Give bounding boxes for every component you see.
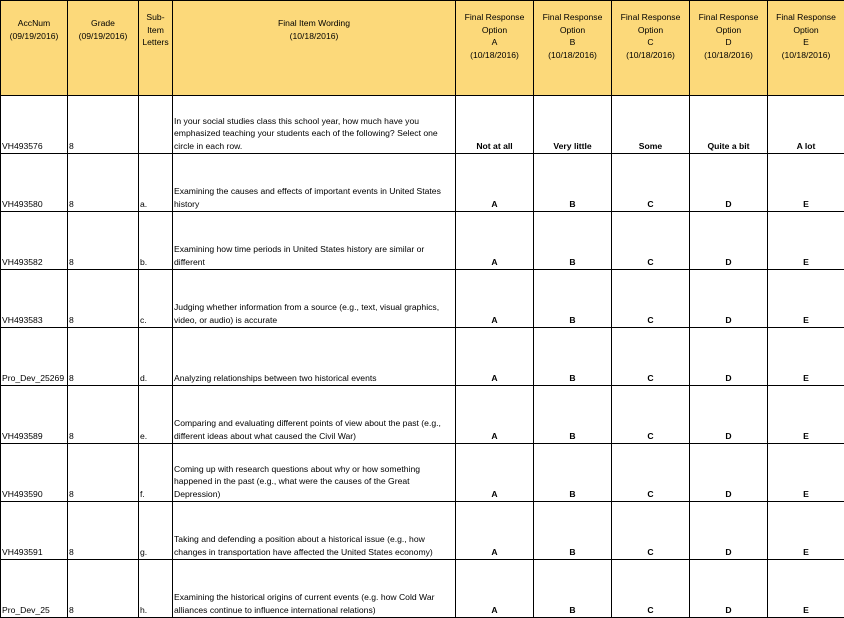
- grade-cell: 8: [68, 154, 139, 212]
- grade-cell: 8: [68, 560, 139, 618]
- option-a-cell: A: [456, 386, 534, 444]
- table-row: [1, 270, 844, 328]
- table-row: [1, 328, 844, 386]
- option-e-cell: E: [768, 386, 844, 444]
- sub-item-cell: h.: [139, 560, 173, 618]
- option-a-cell: A: [456, 444, 534, 502]
- item-wording-cell: Taking and defending a position about a historical issue (e.g., how changes in transportation have affected the United States economy): [173, 502, 456, 560]
- table-row: [1, 560, 844, 618]
- header-accnum: AccNum (09/19/2016): [1, 1, 68, 96]
- option-b-cell: B: [534, 502, 612, 560]
- option-c-cell: C: [612, 444, 690, 502]
- option-a-cell: A: [456, 328, 534, 386]
- option-d-cell: D: [690, 212, 768, 270]
- option-e-cell: E: [768, 444, 844, 502]
- accnum-cell: VH493580: [1, 154, 68, 212]
- sub-item-cell: d.: [139, 328, 173, 386]
- accnum-cell: VH493583: [1, 270, 68, 328]
- option-c-cell: C: [612, 502, 690, 560]
- accnum-cell: VH493576: [1, 96, 68, 154]
- header-row: [1, 1, 844, 96]
- sub-item-cell: b.: [139, 212, 173, 270]
- option-b-cell: B: [534, 270, 612, 328]
- accnum-cell: VH493590: [1, 444, 68, 502]
- table-row: [1, 154, 844, 212]
- sub-item-cell: g.: [139, 502, 173, 560]
- option-b-cell: B: [534, 328, 612, 386]
- option-c-cell: C: [612, 212, 690, 270]
- item-wording-cell: In your social studies class this school year, how much have you emphasized teaching your students each of the following? Select one circle in each row.: [173, 96, 456, 154]
- grade-cell: 8: [68, 328, 139, 386]
- accnum-cell: Pro_Dev_25269: [1, 328, 68, 386]
- sub-item-cell: f.: [139, 444, 173, 502]
- option-b-cell: Very little: [534, 96, 612, 154]
- option-c-cell: C: [612, 154, 690, 212]
- option-d-cell: D: [690, 444, 768, 502]
- option-e-cell: E: [768, 560, 844, 618]
- option-e-cell: A lot: [768, 96, 844, 154]
- grade-cell: 8: [68, 502, 139, 560]
- option-a-cell: A: [456, 270, 534, 328]
- option-b-cell: B: [534, 386, 612, 444]
- option-a-cell: Not at all: [456, 96, 534, 154]
- option-e-cell: E: [768, 270, 844, 328]
- option-b-cell: B: [534, 154, 612, 212]
- item-wording-cell: Analyzing relationships between two historical events: [173, 328, 456, 386]
- grade-cell: 8: [68, 386, 139, 444]
- item-wording-cell: Comparing and evaluating different points of view about the past (e.g., different ideas about what caused the Civil War): [173, 386, 456, 444]
- header-option-e: Final Response Option E (10/18/2016): [768, 1, 844, 96]
- option-e-cell: E: [768, 502, 844, 560]
- table-row: [1, 444, 844, 502]
- option-a-cell: A: [456, 154, 534, 212]
- option-d-cell: D: [690, 502, 768, 560]
- option-d-cell: Quite a bit: [690, 96, 768, 154]
- option-d-cell: D: [690, 560, 768, 618]
- sub-item-cell: [139, 96, 173, 154]
- table-row: [1, 502, 844, 560]
- header-sub-item-letters: Sub- Item Letters: [139, 1, 173, 96]
- sub-item-cell: c.: [139, 270, 173, 328]
- grade-cell: 8: [68, 444, 139, 502]
- option-d-cell: D: [690, 328, 768, 386]
- header-final-item-wording: Final Item Wording (10/18/2016): [173, 1, 456, 96]
- table-row: [1, 386, 844, 444]
- option-e-cell: E: [768, 328, 844, 386]
- option-d-cell: D: [690, 270, 768, 328]
- option-a-cell: A: [456, 212, 534, 270]
- accnum-cell: Pro_Dev_25: [1, 560, 68, 618]
- option-b-cell: B: [534, 212, 612, 270]
- sub-item-cell: e.: [139, 386, 173, 444]
- option-c-cell: Some: [612, 96, 690, 154]
- option-c-cell: C: [612, 328, 690, 386]
- option-a-cell: A: [456, 560, 534, 618]
- header-option-a: Final Response Option A (10/18/2016): [456, 1, 534, 96]
- accnum-cell: VH493582: [1, 212, 68, 270]
- option-a-cell: A: [456, 502, 534, 560]
- option-c-cell: C: [612, 270, 690, 328]
- accnum-cell: VH493591: [1, 502, 68, 560]
- header-option-c: Final Response Option C (10/18/2016): [612, 1, 690, 96]
- grade-cell: 8: [68, 96, 139, 154]
- option-c-cell: C: [612, 386, 690, 444]
- item-wording-cell: Coming up with research questions about why or how something happened in the past (e.g., what were the causes of the Great Depression): [173, 444, 456, 502]
- option-d-cell: D: [690, 386, 768, 444]
- item-wording-cell: Examining the causes and effects of important events in United States history: [173, 154, 456, 212]
- header-option-d: Final Response Option D (10/18/2016): [690, 1, 768, 96]
- grade-cell: 8: [68, 212, 139, 270]
- option-d-cell: D: [690, 154, 768, 212]
- header-option-b: Final Response Option B (10/18/2016): [534, 1, 612, 96]
- item-wording-cell: Examining how time periods in United States history are similar or different: [173, 212, 456, 270]
- option-c-cell: C: [612, 560, 690, 618]
- table-row: [1, 96, 844, 154]
- option-b-cell: B: [534, 444, 612, 502]
- item-wording-cell: Examining the historical origins of current events (e.g. how Cold War alliances continue to influence international relations): [173, 560, 456, 618]
- table-row: [1, 212, 844, 270]
- option-b-cell: B: [534, 560, 612, 618]
- option-e-cell: E: [768, 154, 844, 212]
- grade-cell: 8: [68, 270, 139, 328]
- sub-item-cell: a.: [139, 154, 173, 212]
- accnum-cell: VH493589: [1, 386, 68, 444]
- option-e-cell: E: [768, 212, 844, 270]
- header-grade: Grade (09/19/2016): [68, 1, 139, 96]
- item-wording-cell: Judging whether information from a source (e.g., text, visual graphics, video, or audio) is accurate: [173, 270, 456, 328]
